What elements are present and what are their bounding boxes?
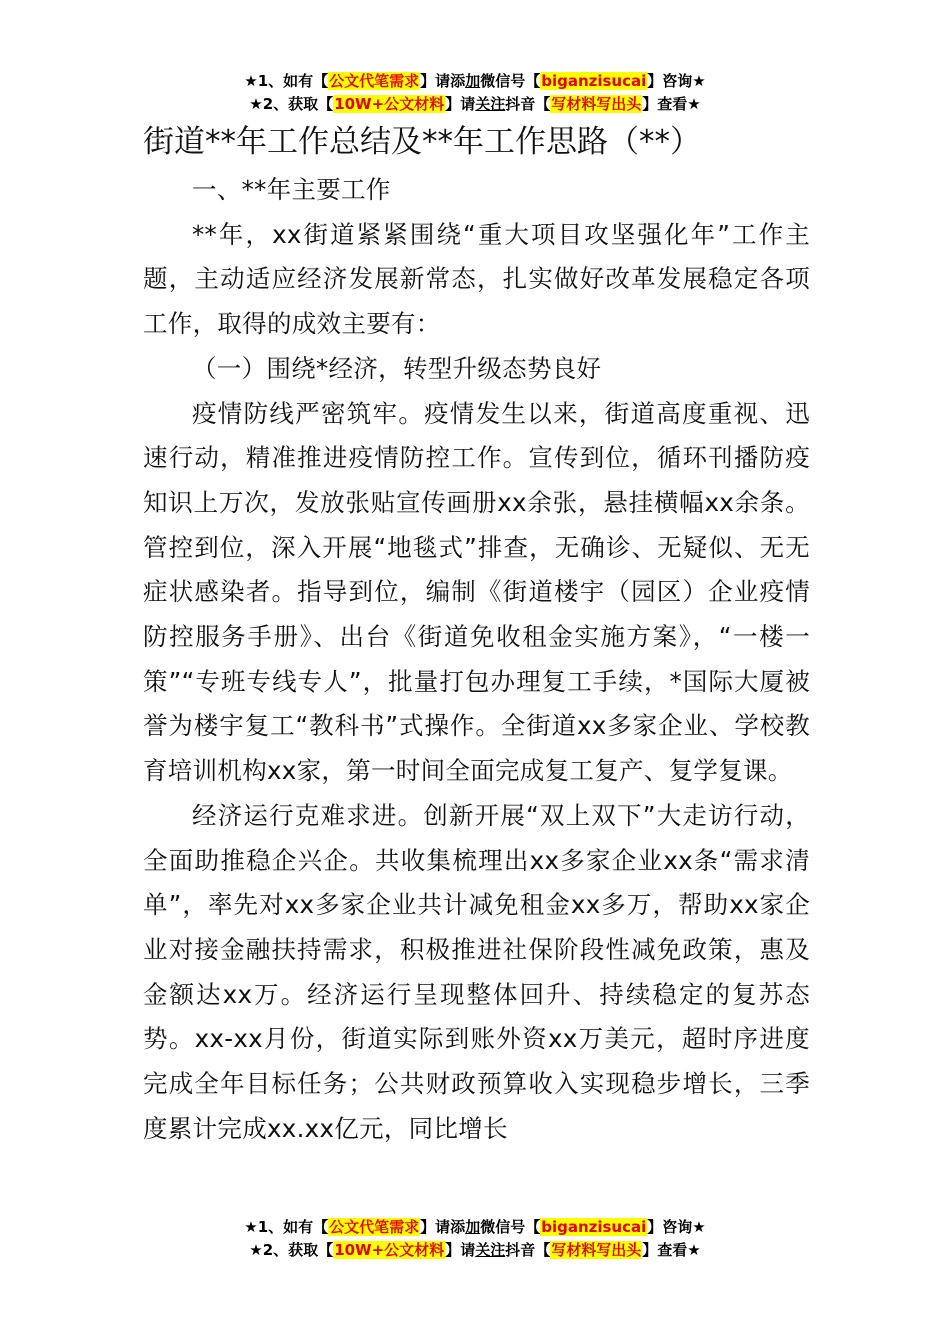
footer-banner [0,1216,950,1262]
banner-underlined: 关注 [475,1241,506,1259]
banner-highlight: 公文代笔需求 [329,72,420,90]
banner-text: 】请添 [420,72,466,90]
banner-text: 】查看★ [642,1241,701,1259]
star-icon: ★ [249,1241,263,1259]
banner-text: 】请添 [420,1218,466,1236]
banner-text: 】咨询★ [647,72,706,90]
banner-line-1 [0,70,950,93]
document-title: 街道**年工作总结及**年工作思路（**） [143,124,701,160]
star-icon: ★ [244,1218,258,1236]
banner-highlight: 10W+公文材料 [334,1241,445,1259]
document-body [143,168,810,1151]
section-heading: 一、**年主要工作 [192,175,391,204]
banner-text: 2、获取【 [262,95,334,113]
banner-underlined: 加 [465,1218,481,1236]
paragraph: 疫情防线严密筑牢。疫情发生以来，街道高度重视、迅速行动，精准推进疫情防控工作。宣传到位，循环刊播防疫知识上万次，发放张贴宣传画册xx余张，悬挂横幅xx余条。管控到位，深入开展“地毯式”排查，无确诊、无疑似、无无症状感染者。指导到位，编制《街道楼宇（园区）企业疫情防控服务手册》、出台《街道免收租金实施方案》，“一楼一策”“专班专线专人”，批量打包办理复工手续，*国际大厦被誉为楼宇复工“教科书”式操作。全街道xx多家企业、学校教育培训机构xx家，第一时间全面完成复工复产、复学复课。 [143,398,810,786]
star-icon: ★ [249,95,263,113]
banner-underlined: 加 [465,72,481,90]
banner-text: 抖音【 [505,1241,551,1259]
banner-highlight: biganzisucai [541,1218,647,1236]
banner-line-2 [0,93,950,116]
banner-highlight: biganzisucai [541,72,647,90]
star-icon: ★ [244,72,258,90]
banner-text: 】请 [445,95,476,113]
banner-highlight: 公文代笔需求 [329,1218,420,1236]
banner-text: 抖音【 [505,95,551,113]
banner-text: 】请 [445,1241,476,1259]
banner-text: 1、如有【 [257,72,329,90]
subsection-heading: （一）围绕*经济，转型升级态势良好 [192,353,602,383]
banner-highlight: 10W+公文材料 [334,95,445,113]
header-banner [0,70,950,116]
paragraph: 经济运行克难求进。创新开展“双上双下”大走访行动，全面助推稳企兴企。共收集梳理出xx多家企业xx条“需求清单”，率先对xx多家企业共计减免租金xx多万，帮助xx家企业对接金融扶持需求，积极推进社保阶段性减免政策，惠及金额达xx万。经济运行呈现整体回升、持续稳定的复苏态势。xx-xx月份，街道实际到账外资xx万美元，超时序进度完成全年目标任务；公共财政预算收入实现稳步增长，三季度累计完成xx.xx亿元，同比增长 [143,800,810,1143]
banner-underlined: 关注 [475,95,506,113]
paragraph: **年，xx街道紧紧围绕“重大项目攻坚强化年”工作主题，主动适应经济发展新常态，扎实做好改革发展稳定各项工作，取得的成效主要有： [143,219,810,339]
banner-text: 】查看★ [642,95,701,113]
banner-line-2 [0,1239,950,1262]
banner-highlight: 写材料写出头 [551,95,642,113]
banner-text: 1、如有【 [257,1218,329,1236]
banner-highlight: 写材料写出头 [551,1241,642,1259]
banner-text: 微信号【 [480,1218,541,1236]
banner-line-1 [0,1216,950,1239]
banner-text: 2、获取【 [262,1241,334,1259]
banner-text: 】咨询★ [647,1218,706,1236]
banner-text: 微信号【 [480,72,541,90]
